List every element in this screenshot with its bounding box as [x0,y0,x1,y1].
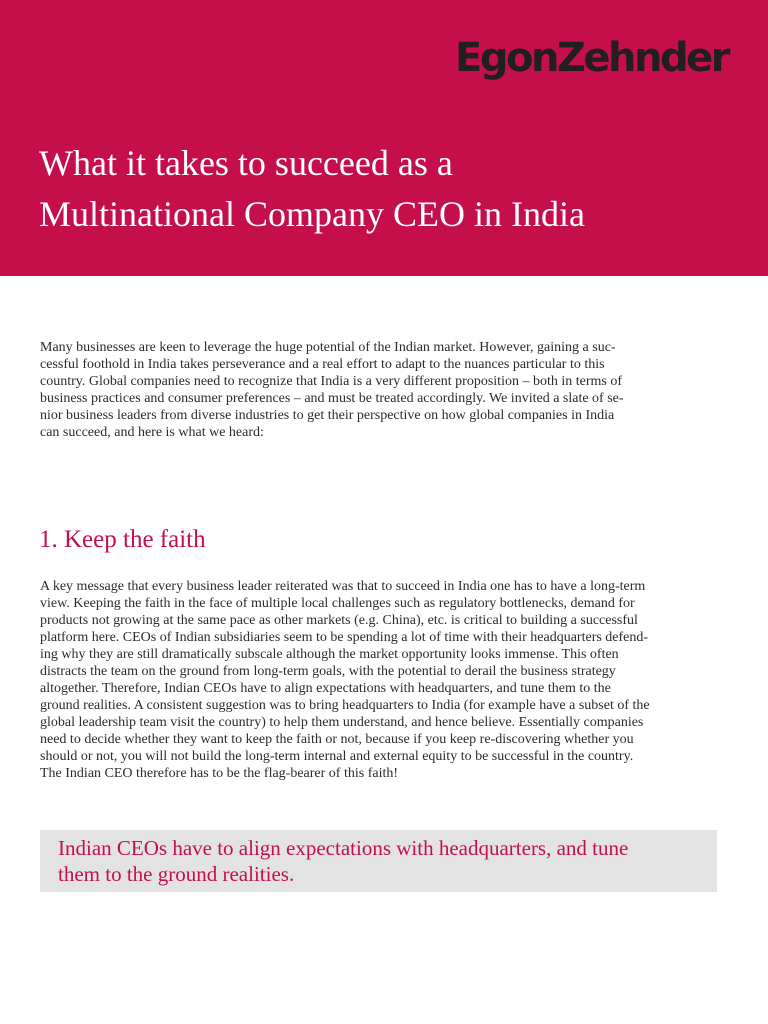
keep-the-faith-paragraph [40,578,730,782]
text-line: global leadership team visit the country) to help them understand, and hence believe. Essentially companies [40,715,644,730]
text-line: ing why they are still dramatically subscale although the market opportunity looks immense. This often [40,647,619,662]
text-line: products not growing at the same pace as other markets (e.g. China), etc. is critical to building a successful [40,613,638,628]
text-line: altogether. Therefore, Indian CEOs have to align expectations with headquarters, and tune them to the [40,681,611,696]
text-line: The Indian CEO therefore has to be the flag-bearer of this faith! [40,766,399,781]
text-line: view. Keeping the faith in the face of multiple local challenges such as regulatory bottlenecks, demand for [40,596,635,611]
text-line: business practices and consumer preferences – and must be treated accordingly. We invited a slate of se- [40,391,624,406]
text-line: should or not, you will not build the long-term internal and external equity to be successful in the country. [40,749,634,764]
text-line: need to decide whether they want to keep the faith or not, because if you keep re-discovering whether you [40,732,634,747]
text-line: country. Global companies need to recognize that India is a very different proposition – both in terms of [40,374,623,389]
pull-quote-text [58,835,628,887]
egon-zehnder-logo: EgonZehnder [455,35,728,81]
text-line: nior business leaders from diverse industries to get their perspective on how global companies in India [40,408,615,423]
intro-paragraph [40,339,730,441]
text-line: cessful foothold in India takes perseverance and a real effort to adapt to the nuances particular to this [40,357,605,372]
text-line: can succeed, and here is what we heard: [40,425,264,440]
text-line: A key message that every business leader reiterated was that to succeed in India one has to have a long-term [40,579,646,594]
text-line: platform here. CEOs of Indian subsidiaries seem to be spending a lot of time with their headquarters defend- [40,630,649,645]
pull-quote-box [40,830,717,892]
title-line: What it takes to succeed as a [39,143,453,183]
text-line: distracts the team on the ground from long-term goals, with the potential to derail the business strategy [40,664,616,679]
quote-line: Indian CEOs have to align expectations with headquarters, and tune [58,836,629,860]
quote-line: them to the ground realities. [58,862,295,886]
section-heading-keep-the-faith: 1. Keep the faith [39,526,206,553]
title-line: Multinational Company CEO in India [39,194,585,234]
header-banner [0,0,768,276]
page-title [39,138,585,240]
text-line: ground realities. A consistent suggestion was to bring headquarters to India (for example have a subset of the [40,698,650,713]
text-line: Many businesses are keen to leverage the huge potential of the Indian market. However, gaining a suc- [40,340,616,355]
